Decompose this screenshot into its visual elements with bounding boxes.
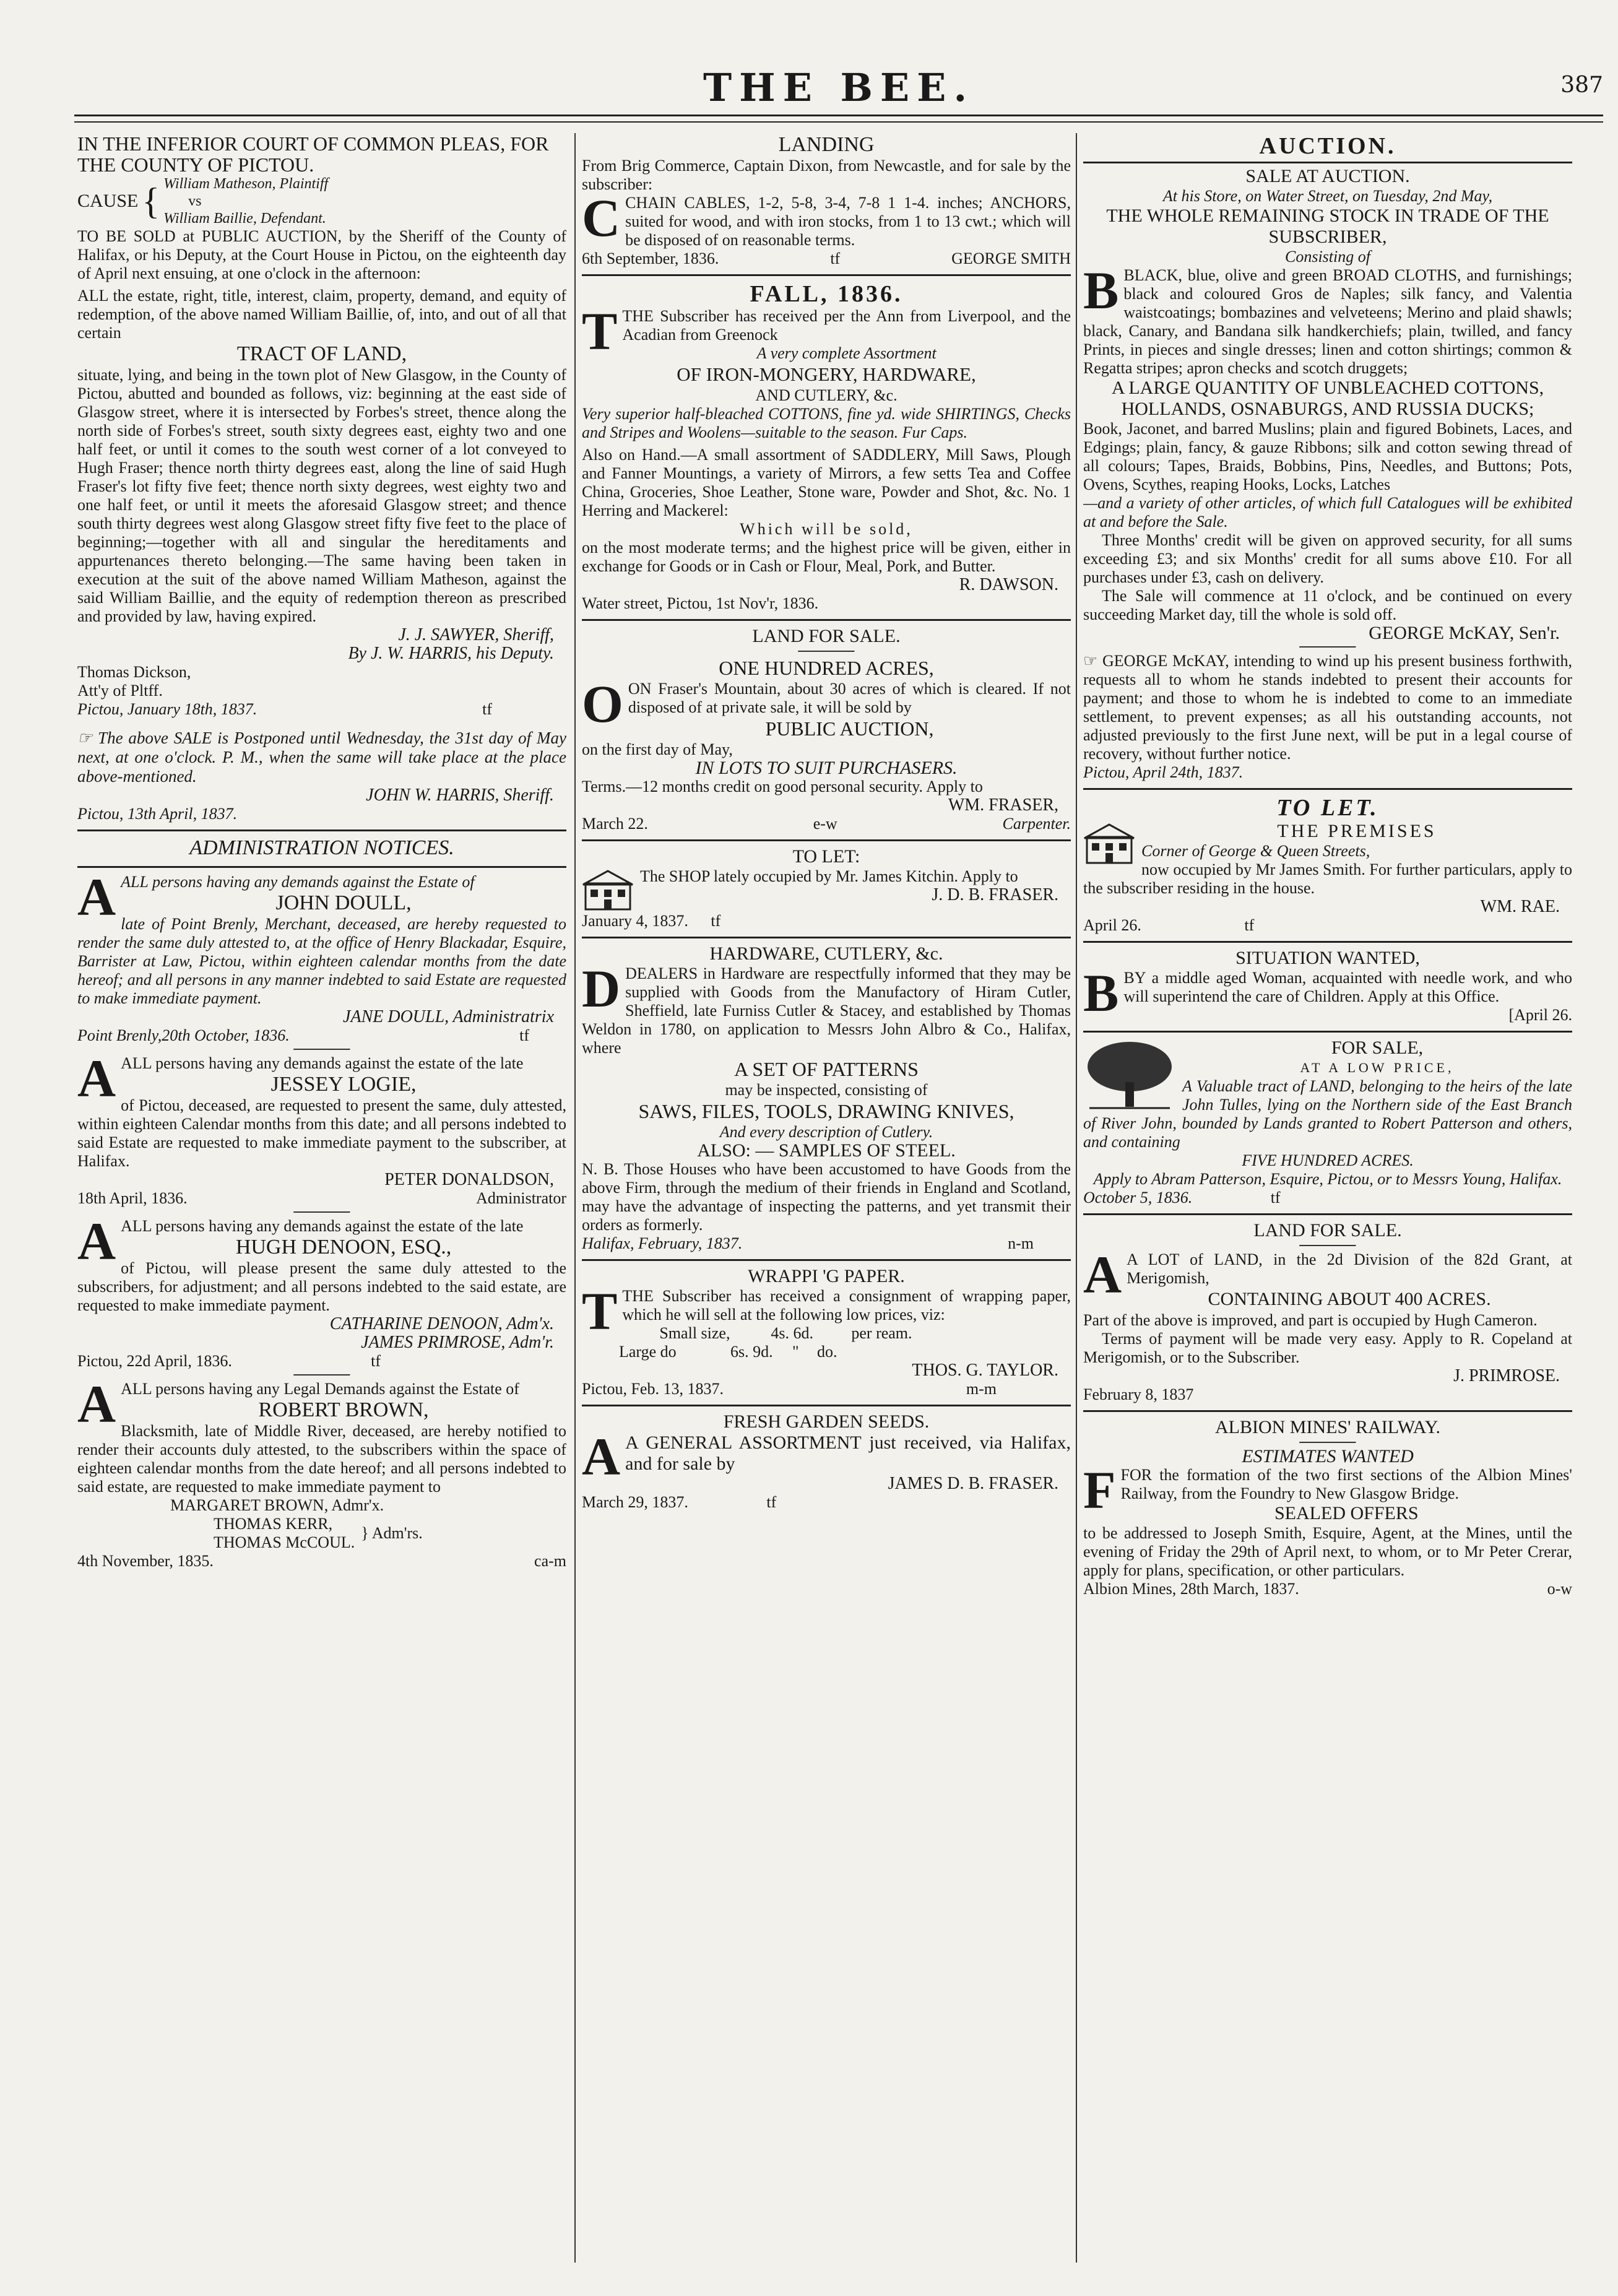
hardware-saws: SAWS, FILES, TOOLS, DRAWING KNIVES, (638, 1100, 1014, 1122)
to-let-tf: tf (711, 912, 721, 930)
brown-intro: AALL persons having any Legal Demands against the Estate of (77, 1374, 519, 1434)
deputy-signature: By J. W. HARRIS, his Deputy. (348, 644, 554, 663)
brown-signature-group (214, 1515, 355, 1552)
large-price: 6s. 9d. (730, 1343, 773, 1361)
situation-heading: SITUATION WANTED, (1235, 948, 1420, 968)
wrapping-signature: THOS. G. TAYLOR. (912, 1361, 1058, 1380)
for-sale-tract: A Valuable tract of LAND, belonging to the heirs of the late John Tulles, lying on the Northern side of the East Branch of River John, bounded by Lands granted to Robert Patterson and others, and containing (1083, 1077, 1572, 1151)
logie-date-row (77, 1189, 566, 1208)
fall-heading: FALL, 1836. (750, 281, 903, 307)
douli-name: JOHN DOULL, (275, 891, 412, 914)
auction-commence: The Sale will commence at 11 o'clock, and be continued on every succeeding Market day, till the whole is sold off. (1083, 587, 1572, 623)
douli-date-row (77, 1026, 566, 1045)
auction-consisting: Consisting of (1285, 248, 1370, 266)
divider (582, 619, 1071, 621)
to-let-signature: J. D. B. FRASER. (932, 885, 1058, 904)
hardware-body: DDEALERS in Hardware are respectfully informed that they may be supplied with Goods from the Manufactory of Hiram Cutler, Sheffield, late Furniss Cutler & Stacey, and established by Thomas Weldon in 1780, on application to Messrs John Albro & Co., Halifax, where (582, 959, 1071, 1057)
column-1 (77, 133, 566, 2263)
page-number: 387 (1560, 72, 1603, 98)
divider (582, 1259, 1071, 1261)
land-sale-signature: WM. FRASER, (948, 795, 1058, 815)
brown-name: ROBERT BROWN, (258, 1398, 429, 1421)
land-sale-2-body-2: Part of the above is improved, and part is occupied by Hugh Cameron. (1083, 1311, 1538, 1329)
logie-role: Administrator (476, 1189, 566, 1207)
land-sale-2-signature: J. PRIMROSE. (1453, 1366, 1560, 1385)
court-body-1: ALL the estate, right, title, interest, claim, property, demand, and equity of redemption, of the above named William Baillie, of, into, and out of all that certain (77, 287, 566, 342)
land-sale-ad (582, 626, 1071, 833)
land-sale-code: e-w (813, 815, 837, 833)
house-icon (582, 869, 634, 912)
denoon-signature-2: JAMES PRIMROSE, Adm'r. (361, 1333, 554, 1352)
railway-body: FFOR the formation of the two first sections of the Albion Mines' Railway, from the Foundry to New Glasgow Bridge. (1083, 1460, 1572, 1520)
hardware-code: n-m (1008, 1234, 1034, 1252)
small-label: Small size, (659, 1324, 730, 1342)
brown-signature-2: THOMAS KERR, (214, 1515, 333, 1533)
small-price: 4s. 6d. (771, 1324, 813, 1342)
large-unit: do. (817, 1343, 837, 1361)
landing-date: 6th September, 1836. (582, 249, 719, 267)
divider (1083, 162, 1572, 163)
premises: THE PREMISES (1277, 821, 1437, 841)
denoon-intro: AALL persons having any demands against the estate of the late (77, 1211, 524, 1271)
court-body-2: situate, lying, and being in the town plot of New Glasgow, in the County of Pictou, abutted and bounded as follows, viz: beginning at the east side of Glasgow street, where it is intersected by Forbes's street, thence along the north side of Forbes's street, south sixty degrees east, eighty two and one half feet, or until it comes to the south west corner of a lot conveyed to Hugh Fraser; thence north thirty degrees east, along the line of said Hugh Fraser's lot fifty five feet; thence north sixty degrees, west eighty two and one half feet, or until it meets the aforesaid Glasgow street; and thence south thirty degrees west along Glasgow street fifty five feet to the place of beginning;—together with all and singular the hereditaments and appurtenances thereto belonging.—The same having been taken in execution at the suit of the above named William Matheson, against the said William Baillie, and the equity of redemption thereon as prescribed and provided by law, having expired. (77, 366, 566, 625)
court-tf: tf (482, 700, 492, 718)
cause-block (77, 175, 566, 227)
hardware-every: And every description of Cutlery. (719, 1123, 933, 1141)
to-let-premises-ad (1083, 795, 1572, 935)
cause-parties (163, 175, 328, 227)
divider (582, 839, 1071, 841)
douli-tf: tf (519, 1026, 529, 1044)
denoon-body: of Pictou, will please present the same duly attested to the subscribers, for adjustment; and all persons indebted to the said estate, are requested to make immediate payment. (77, 1259, 566, 1314)
fall-also: Also on Hand.—A small assortment of SADDLERY, Mill Saws, Plough and Fanner Mountings, a variety of Mirrors, a few setts Tea and Coffee China, Groceries, Shoe Leather, Stone ware, Powder and Shot, &c. No. 1 Herring and Mackerel: (582, 446, 1071, 519)
railway-estimates: ESTIMATES WANTED (1242, 1446, 1414, 1466)
postponed-notice (77, 729, 566, 786)
divider (1083, 1410, 1572, 1412)
court-intro: TO BE SOLD at PUBLIC AUCTION, by the Sheriff of the County of Halifax, or his Deputy, at the Court House in Pictou, on the eighteenth day of April next ensuing, at one o'clock in the afternoon: (77, 227, 566, 282)
divider (1299, 646, 1356, 648)
for-sale-date: October 5, 1836. (1083, 1189, 1193, 1206)
divider (293, 1049, 350, 1051)
auction-date: Pictou, April 24th, 1837. (1083, 763, 1244, 781)
divider (582, 937, 1071, 938)
wrapping-footer (582, 1380, 1071, 1398)
brown-signature-3: THOMAS McCOUL. (214, 1533, 355, 1551)
large-ditto: " (792, 1343, 799, 1361)
seeds-body: A A GENERAL ASSORTMENT just received, via Halifax, and for sale by (582, 1427, 1071, 1486)
railway-sealed: SEALED OFFERS (1274, 1503, 1419, 1523)
divider (1083, 941, 1572, 943)
denoon-signature-1: CATHARINE DENOON, Adm'x. (329, 1314, 554, 1333)
land-sale-acres: ONE HUNDRED ACRES, (719, 657, 934, 679)
for-sale-price: AT A LOW PRICE, (1300, 1060, 1455, 1075)
divider (582, 1405, 1071, 1406)
auction-body-1: BBLACK, blue, olive and green BROAD CLOTHS, and furnishings; black and coloured Gros de Naples; silk fancy, and Valentia waistcoatings; bombazines and velveteens; Merino and plaid shawls; black, Canary, and Bandana silk handkerchiefs; plain, twilled, and fancy Prints, in pieces and single dresses; linen and cotton shirtings; common & Regatta stripes; apron checks and scotch druggets; (1083, 261, 1572, 377)
fall-and: AND CUTLERY, &c. (755, 386, 898, 404)
land-sale-2-body-1: A A LOT of LAND, in the 2d Division of the 82d Grant, at Merigomish, (1083, 1245, 1572, 1304)
fall-signature: R. DAWSON. (959, 575, 1058, 594)
land-sale-footer (582, 815, 1071, 833)
to-let-premises-signature: WM. RAE. (1480, 897, 1560, 916)
wrapping-ad (582, 1266, 1071, 1398)
attorney-1: Thomas Dickson, (77, 663, 191, 681)
railway-date: Albion Mines, 28th March, 1837. (1083, 1580, 1299, 1598)
small-unit: per ream. (851, 1324, 912, 1342)
logie-intro: AALL persons having any demands against the estate of the late (77, 1049, 524, 1108)
divider (293, 1374, 350, 1376)
hardware-set: A SET OF PATTERNS (734, 1058, 919, 1080)
auction-body-2: Book, Jaconet, and barred Muslins; plain and figured Bobinets, Laces, and Edgings; plain, fancy, & gauze Ribbons; silk and cotton sewing thread of all colours; Tapes, Braids, Bobbins, Pins, Needles, and Buttons; Pots, Ovens, Scythes, reaping Hooks, Locks, Latches (1083, 420, 1572, 493)
land-sale-terms: Terms.—12 months credit on good personal security. Apply to (582, 778, 983, 795)
logie-date: 18th April, 1836. (77, 1189, 188, 1207)
to-let-premises-tf: tf (1244, 916, 1255, 934)
douli-date: Point Brenly,20th October, 1836. (77, 1026, 290, 1044)
masthead-rule (74, 115, 1603, 123)
land-sale-body: OON Fraser's Mountain, about 30 acres of which is cleared. If not disposed of at private sale, it will be sold by (582, 674, 1071, 734)
divider (1083, 1031, 1572, 1033)
hardware-footer (582, 1234, 1071, 1253)
railway-heading: ALBION MINES' RAILWAY. (1214, 1417, 1441, 1437)
court-date-2: Pictou, 13th April, 1837. (77, 805, 238, 823)
seeds-date: March 29, 1837. (582, 1493, 688, 1511)
land-sale-first: on the first day of May, (582, 740, 733, 758)
auction-large: A LARGE QUANTITY OF UNBLEACHED COTTONS, HOLLANDS, OSNABURGS, AND RUSSIA DUCKS; (1111, 378, 1544, 419)
logie-notice (77, 1049, 566, 1208)
auction-at: At his Store, on Water Street, on Tuesday, 2nd May, (1162, 187, 1493, 205)
land-sale-heading: LAND FOR SALE. (752, 626, 901, 646)
divider (77, 830, 566, 831)
hardware-ad (582, 943, 1071, 1253)
large-label: Large do (619, 1343, 677, 1361)
brace-icon: { (142, 181, 160, 222)
brown-signature-1: MARGARET BROWN, Admr'x. (170, 1496, 384, 1514)
auction-whole: THE WHOLE REMAINING STOCK IN TRADE OF THE SUBSCRIBER, (1106, 206, 1549, 247)
divider (1299, 1442, 1356, 1444)
situation-ad (1083, 948, 1572, 1025)
land-sale-date: March 22. (582, 815, 648, 833)
douli-body: late of Point Brenly, Merchant, deceased, are hereby requested to render the same duly attested to, at the office of Henry Blackadar, Esquire, Barrister at Law, Pictou, within eighteen calendar months from the date hereof; and all persons in any manner indebted to said Estate are requested to make immediate payment. (77, 915, 566, 1007)
land-sale-2-ad (1083, 1220, 1572, 1404)
to-let-premises-body: now occupied by Mr James Smith. For further particulars, apply to the subscriber residing in the house. (1083, 860, 1572, 897)
corner: Corner of George & Queen Streets, (1141, 842, 1370, 860)
postponed-text: The above SALE is Postponed until Wednesday, the 31st day of May next, at one o'clock. P. M., when the same will take place at the place above-mentioned. (77, 729, 566, 786)
column-rule-1 (574, 133, 576, 2263)
hardware-may: may be inspected, consisting of (725, 1081, 928, 1099)
seeds-ad (582, 1411, 1071, 1512)
brown-notice (77, 1374, 566, 1570)
divider (798, 651, 855, 652)
newspaper-title: THE BEE. (703, 65, 975, 110)
defendant: William Baillie, Defendant. (163, 210, 326, 227)
tree-icon (1083, 1039, 1176, 1113)
for-sale-tf: tf (1270, 1189, 1281, 1206)
divider (1299, 1245, 1356, 1247)
denoon-notice (77, 1211, 566, 1371)
logie-body: of Pictou, deceased, are requested to present the same, duly attested, within eighteen Calendar months from this date; and all persons indebted to said Estate are requested to make immediate payment to the subscriber, at Halifax. (77, 1096, 566, 1170)
hand-pointer-icon: ☞ (1083, 652, 1102, 670)
land-sale-2-date: February 8, 1837 (1083, 1385, 1194, 1403)
to-let-ad (582, 846, 1071, 930)
fall-terms: on the most moderate terms; and the highest price will be given, either in exchange for Goods or in Cash or Flour, Meal, Pork, and Butter. (582, 539, 1071, 575)
for-sale-heading: FOR SALE, (1331, 1038, 1424, 1058)
price-row-small (622, 1324, 1071, 1343)
land-sale-2-containing: CONTAINING ABOUT 400 ACRES. (1208, 1289, 1491, 1309)
to-let-premises-date-row (1083, 916, 1572, 935)
brown-signatures (77, 1515, 566, 1552)
denoon-name: HUGH DENOON, ESQ., (235, 1236, 452, 1258)
sheriff-signature: J. J. SAWYER, Sheriff, (398, 625, 554, 644)
fall-sub: A very complete Assortment (756, 344, 937, 362)
auction-sale: SALE AT AUCTION. (1245, 166, 1410, 186)
price-row-large (582, 1343, 1071, 1361)
brown-body: Blacksmith, late of Middle River, deceased, are hereby notified to render their accounts duly attested, to the subscribers within the space of eighteen calendar months from the date hereof; and all persons indebted to said estate, are requested to make immediate payment to (77, 1422, 566, 1496)
auction-notice: ☞ GEORGE McKAY, intending to wind up his present business forthwith, requests all to whom he stands indebted to present their accounts for payment; and those to whom he is indebted to come to an immediate settlement, to prevent expenses; as all his outstanding accounts, not adjusted previously to the first June next, will be put in a legal course of recovery, without further notice. (1083, 652, 1572, 763)
hardware-also: ALSO: — SAMPLES OF STEEL. (697, 1140, 956, 1161)
seeds-signature: JAMES D. B. FRASER. (888, 1474, 1058, 1493)
fall-date: Water street, Pictou, 1st Nov'r, 1836. (582, 594, 819, 612)
hardware-heading: HARDWARE, CUTLERY, &c. (709, 943, 943, 964)
wrapping-heading: WRAPPI 'G PAPER. (748, 1266, 905, 1286)
situation-body: BBY a middle aged Woman, acquainted with needle work, and who will superintend the care of Children. Apply at this Office. (1083, 963, 1572, 1023)
tract-heading: TRACT OF LAND, (236, 342, 407, 365)
for-sale-date-row (1083, 1189, 1572, 1207)
fall-ad (582, 281, 1071, 613)
fall-intro: TTHE Subscriber has received per the Ann from Liverpool, and the Acadian from Greenock (582, 301, 1071, 361)
for-sale-ad (1083, 1038, 1572, 1207)
to-let-date-row (582, 912, 1071, 930)
land-sale-role: Carpenter. (1002, 815, 1071, 833)
cause-label: CAUSE (77, 191, 139, 211)
court-notice (77, 133, 566, 823)
versus: vs (188, 193, 202, 209)
court-heading: IN THE INFERIOR COURT OF COMMON PLEAS, FOR THE COUNTY OF PICTOU. (77, 133, 549, 176)
attorney-2: Att'y of Pltff. (77, 682, 163, 700)
to-let-heading: TO LET: (792, 846, 860, 867)
douli-signature: JANE DOULL, Administratrix (343, 1007, 554, 1026)
divider (77, 866, 566, 868)
column-3 (1083, 133, 1572, 2263)
auction-ad (1083, 133, 1572, 782)
brown-code: ca-m (534, 1552, 566, 1570)
denoon-date: Pictou, 22d April, 1836. (77, 1352, 232, 1370)
douli-notice (77, 867, 566, 1045)
land-sale-public: PUBLIC AUCTION, (765, 717, 934, 740)
for-sale-apply: Apply to Abram Patterson, Esquire, Pictou, or to Messrs Young, Halifax. (1093, 1170, 1562, 1188)
railway-code: o-w (1547, 1580, 1572, 1598)
denoon-tf: tf (371, 1352, 381, 1370)
seeds-tf: tf (766, 1493, 777, 1511)
wrapping-code: m-m (966, 1380, 997, 1398)
seeds-heading: FRESH GARDEN SEEDS. (723, 1411, 930, 1432)
admin-heading: ADMINISTRATION NOTICES. (189, 836, 454, 859)
logie-name: JESSEY LOGIE, (270, 1073, 417, 1096)
railway-ad (1083, 1417, 1572, 1598)
sheriff-signature-2: JOHN W. HARRIS, Sheriff. (366, 786, 554, 805)
court-date-row (77, 700, 566, 719)
fall-italic: Very superior half-bleached COTTONS, fine yd. wide SHIRTINGS, Checks and Stripes and Woolens—suitable to the season. Fur Caps. (582, 405, 1071, 441)
logie-signature: PETER DONALDSON, (384, 1170, 554, 1189)
hardware-date: Halifax, February, 1837. (582, 1234, 743, 1252)
to-let-body: The SHOP lately occupied by Mr. James Kitchin. Apply to (640, 867, 1018, 885)
landing-heading: LANDING (778, 133, 875, 156)
hardware-nb: N. B. Those Houses who have been accustomed to have Goods from the above Firm, through the medium of their friends in England and Scotland, may have the advantage of inspecting the patterns, and yet transmit their orders as formerly. (582, 1160, 1071, 1234)
for-sale-acres: FIVE HUNDRED ACRES. (1242, 1151, 1414, 1169)
column-rule-2 (1076, 133, 1077, 2263)
auction-heading: AUCTION. (1259, 133, 1396, 159)
to-let-premises-heading: TO LET. (1276, 795, 1379, 821)
land-sale-lots: IN LOTS TO SUIT PURCHASERS. (695, 758, 958, 778)
seeds-date-row (582, 1493, 1071, 1512)
situation-date: [April 26. (1508, 1006, 1572, 1024)
divider (1083, 788, 1572, 790)
landing-signature: GEORGE SMITH (951, 249, 1071, 267)
railway-footer (1083, 1580, 1572, 1598)
auction-variety: —and a variety of other articles, of which full Catalogues will be exhibited at and before the Sale. (1083, 494, 1572, 531)
landing-intro: From Brig Commerce, Captain Dixon, from Newcastle, and for sale by the subscriber: (582, 157, 1071, 193)
auction-credit: Three Months' credit will be given on approved security, for all sums exceeding £3; and six Months' credit for all sums above £10. For all purchases under £3, cash on delivery. (1083, 531, 1572, 586)
brown-admrs: } Adm'rs. (361, 1524, 423, 1542)
court-date: Pictou, January 18th, 1837. (77, 700, 257, 718)
masthead (74, 59, 1603, 121)
douli-intro: AALL persons having any demands against the Estate of (77, 867, 475, 927)
brown-date-row (77, 1552, 566, 1570)
brown-date: 4th November, 1835. (77, 1552, 214, 1570)
house-icon (1083, 822, 1135, 865)
landing-footer (582, 249, 1071, 268)
to-let-premises-date: April 26. (1083, 916, 1141, 934)
landing-tf: tf (830, 249, 841, 267)
divider (1083, 1213, 1572, 1215)
land-sale-2-terms: Terms of payment will be made very easy. Apply to R. Copeland at Merigomish, or to the Subscriber. (1083, 1330, 1572, 1366)
denoon-date-row (77, 1352, 566, 1371)
auction-signature: GEORGE McKAY, Sen'r. (1369, 623, 1560, 643)
divider (293, 1211, 350, 1213)
to-let-date: January 4, 1837. (582, 912, 688, 930)
landing-body: CCHAIN CABLES, 1-2, 5-8, 3-4, 7-8 1 1-4. inches; ANCHORS, suited for wood, and with iron stocks, from 1 to 13 cwt.; which will be disposed of on reasonable terms. (582, 188, 1071, 249)
wrapping-date: Pictou, Feb. 13, 1837. (582, 1380, 724, 1398)
column-2 (582, 133, 1071, 2263)
land-sale-2-heading: LAND FOR SALE. (1253, 1220, 1402, 1241)
fall-sold: Which will be sold, (740, 520, 913, 538)
landing-ad (582, 133, 1071, 268)
hand-pointer-icon: ☞ (77, 729, 98, 747)
wrapping-body: TTHE Subscriber has received a consignment of wrapping paper, which he will sell at the following low prices, viz: (582, 1281, 1071, 1341)
divider (582, 274, 1071, 276)
plaintiff: William Matheson, Plaintiff (163, 176, 329, 192)
railway-body-2: to be addressed to Joseph Smith, Esquire, Agent, at the Mines, until the evening of Friday the 29th of April next, to whom, or to Mr Peter Crerar, apply for plans, specification, or other particulars. (1083, 1524, 1572, 1579)
fall-of: OF IRON-MONGERY, HARDWARE, (677, 363, 976, 385)
